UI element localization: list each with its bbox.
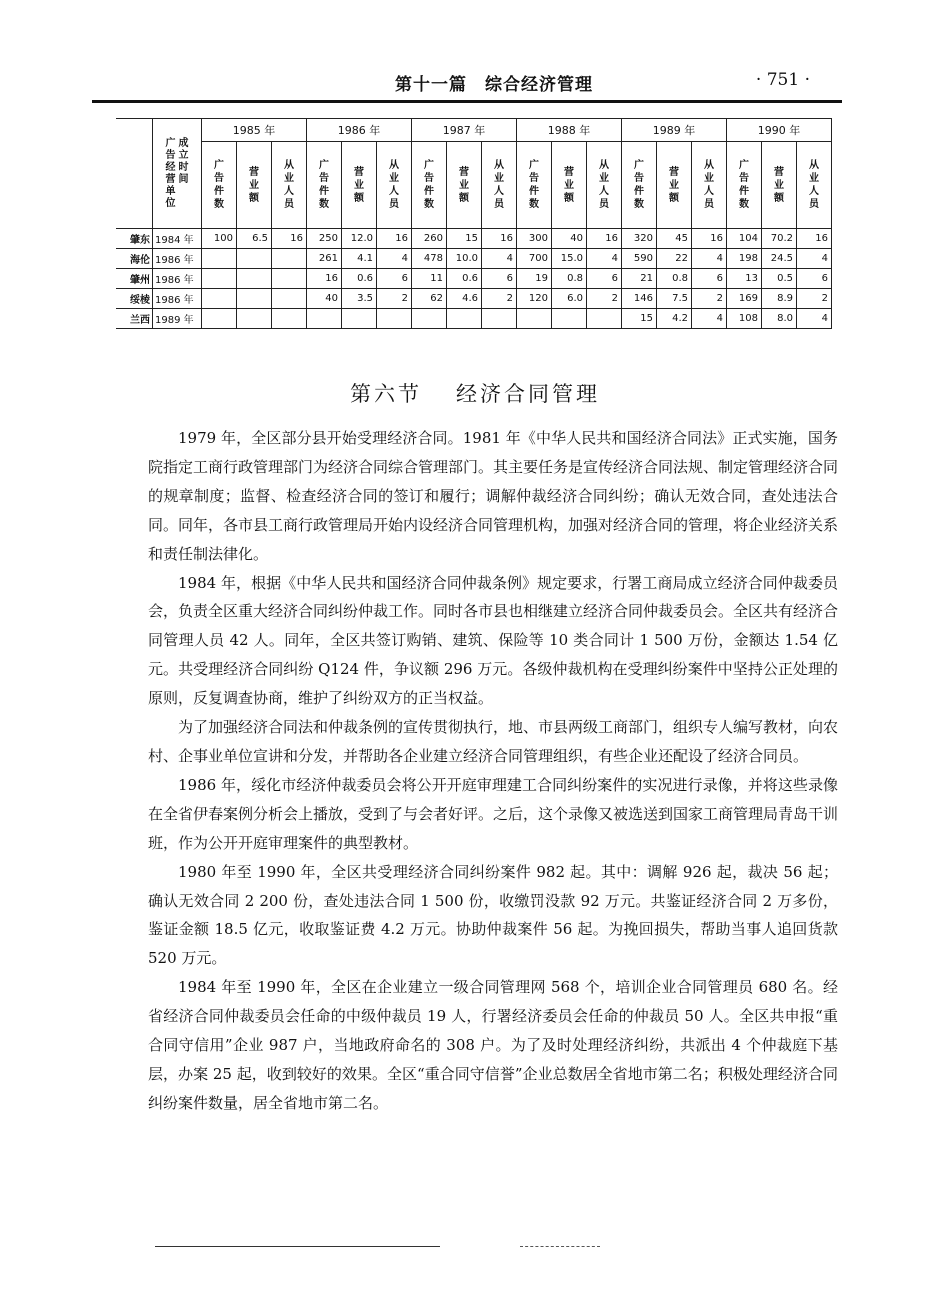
subhead-cell: [377, 142, 412, 229]
table-row: [116, 309, 832, 329]
value-cell: 4: [482, 249, 517, 269]
table-row: [116, 249, 832, 269]
year-header: 1990 年: [727, 119, 832, 142]
subhead-cell: [727, 142, 762, 229]
value-cell: [237, 289, 272, 309]
value-cell: 45: [657, 229, 692, 249]
value-cell: 16: [307, 269, 342, 289]
subhead-cell: [202, 142, 237, 229]
value-cell: 2: [482, 289, 517, 309]
value-cell: 8.9: [762, 289, 797, 309]
value-cell: 478: [412, 249, 447, 269]
value-cell: 108: [727, 309, 762, 329]
year-header: 1988 年: [517, 119, 622, 142]
subhead-cell: [307, 142, 342, 229]
unit-cell: 绥棱: [116, 289, 153, 309]
value-cell: 10.0: [447, 249, 482, 269]
value-cell: [202, 289, 237, 309]
value-cell: 2: [587, 289, 622, 309]
value-cell: 120: [517, 289, 552, 309]
subhead-cell: [412, 142, 447, 229]
subhead-cell: [657, 142, 692, 229]
subhead-cell: [272, 142, 307, 229]
subhead-cell: [237, 142, 272, 229]
value-cell: [587, 309, 622, 329]
subhead-cell: [587, 142, 622, 229]
value-cell: 16: [482, 229, 517, 249]
value-cell: 0.6: [447, 269, 482, 289]
date-cell: 1984 年: [153, 229, 202, 249]
paragraph: 1979 年，全区部分县开始受理经济合同。1981 年《中华人民共和国经济合同法》正式实施，国务院指定工商行政管理部门为经济合同综合管理部门。其主要任务是宣传经济合同法规、制定管理经济合同的规章制度；监督、检查经济合同的签订和履行；调解仲裁经济合同纠纷；确认无效合同，查处违法合同。同年，各市县工商行政管理局开始内设经济合同管理机构，加强对经济合同的管理，将企业经济关系和责任制法律化。: [148, 429, 839, 563]
unit-cell: 兰西: [116, 309, 153, 329]
value-cell: 16: [272, 229, 307, 249]
value-cell: 0.8: [657, 269, 692, 289]
value-cell: 250: [307, 229, 342, 249]
value-cell: 15.0: [552, 249, 587, 269]
value-cell: 40: [552, 229, 587, 249]
table-row: [116, 229, 832, 249]
value-cell: 16: [797, 229, 832, 249]
year-header: 1989 年: [622, 119, 727, 142]
value-cell: [482, 309, 517, 329]
subhead-cell: [692, 142, 727, 229]
section-number: 第六节: [350, 382, 422, 406]
subhead-cell: [622, 142, 657, 229]
subhead-label: 从业人员: [389, 160, 399, 210]
value-cell: 15: [622, 309, 657, 329]
value-cell: 4: [692, 309, 727, 329]
corner-label-date: 成立时间: [178, 137, 189, 185]
value-cell: 24.5: [762, 249, 797, 269]
value-cell: [552, 309, 587, 329]
value-cell: 22: [657, 249, 692, 269]
paragraph: 为了加强经济合同法和仲裁条例的宣传贯彻执行，地、市县两级工商部门，组织专人编写教材，向农村、企事业单位宣讲和分发，并帮助各企业建立经济合同管理组织，有些企业还配设了经济合同员。: [148, 718, 839, 765]
value-cell: 62: [412, 289, 447, 309]
subhead-label: 从业人员: [809, 160, 819, 210]
value-cell: [202, 309, 237, 329]
value-cell: [517, 309, 552, 329]
subhead-cell: [482, 142, 517, 229]
value-cell: [272, 309, 307, 329]
value-cell: 2: [692, 289, 727, 309]
value-cell: 4: [692, 249, 727, 269]
value-cell: 6: [587, 269, 622, 289]
value-cell: 12.0: [342, 229, 377, 249]
paragraph: 1986 年，绥化市经济仲裁委员会将公开开庭审理建工合同纠纷案件的实况进行录像，并将这些录像在全省伊春案例分析会上播放，受到了与会者好评。之后，这个录像又被选送到国家工商管理局青岛干训班，作为公开开庭审理案件的典型教材。: [148, 775, 839, 852]
date-cell: 1986 年: [153, 249, 202, 269]
value-cell: [202, 249, 237, 269]
paragraph: 1980 年至 1990 年，全区共受理经济合同纠纷案件 982 起。其中：调解 926 起，裁决 56 起；确认无效合同 2 200 份，查处违法合同 1 500 份，收缴罚没款 92 万元。共鉴证经济合同 2 万多份，鉴证金额 18.5 亿元，收取鉴证费 4.2 万元。协助仲裁案件 56 起。为挽回损失，帮助当事人追回货款 520 万元。: [148, 862, 838, 968]
paragraph: 1984 年至 1990 年，全区在企业建立一级合同管理网 568 个，培训企业合同管理员 680 名。经省经济合同仲裁委员会任命的中级仲裁员 19 人，行署经济委员会任命的仲裁员 50 人。全区共申报“重合同守信用”企业 987 户，当地政府命名的 308 户。为了及时处理经济纠纷，共派出 4 个仲裁庭下基层，办案 25 起，收到较好的效果。全区“重合同守信誉”企业总数居全省地市第二名；积极处理经济合同纠纷案件数量，居全省地市第二名。: [148, 978, 838, 1112]
value-cell: 6.5: [237, 229, 272, 249]
subhead-label: 从业人员: [284, 160, 294, 210]
value-cell: [272, 249, 307, 269]
page-header: [95, 68, 840, 98]
date-cell: 1986 年: [153, 289, 202, 309]
value-cell: 4: [377, 249, 412, 269]
value-cell: 4.6: [447, 289, 482, 309]
subhead-label: 广告件数: [634, 160, 644, 210]
subhead-label: 广告件数: [214, 160, 224, 210]
subhead-label: 营业额: [249, 166, 259, 204]
value-cell: 11: [412, 269, 447, 289]
value-cell: 4: [797, 249, 832, 269]
subhead-label: 营业额: [354, 166, 364, 204]
subhead-label: 营业额: [564, 166, 574, 204]
subhead-cell: [517, 142, 552, 229]
value-cell: 16: [377, 229, 412, 249]
value-cell: 590: [622, 249, 657, 269]
value-cell: 2: [377, 289, 412, 309]
subhead-label: 广告件数: [739, 160, 749, 210]
table-row: [116, 269, 832, 289]
value-cell: [342, 309, 377, 329]
paragraph: 1984 年，根据《中华人民共和国经济合同仲裁条例》规定要求，行署工商局成立经济合同仲裁委员会，负责全区重大经济合同纠纷仲裁工作。同时各市县也相继建立经济合同仲裁委员会。全区共有经济合同管理人员 42 人。同年，全区共签订购销、建筑、保险等 10 类合同计 1 500 万份，金额达 1.54 亿元。共受理经济合同纠纷 Q124 件，争议额 296 万元。各级仲裁机构在受理纠纷案件中坚持公正处理的原则，反复调查协商，维护了纠纷双方的正当权益。: [148, 573, 839, 708]
value-cell: 19: [517, 269, 552, 289]
subhead-cell: [552, 142, 587, 229]
value-cell: 4.2: [657, 309, 692, 329]
value-cell: 104: [727, 229, 762, 249]
value-cell: 3.5: [342, 289, 377, 309]
value-cell: 40: [307, 289, 342, 309]
value-cell: [377, 309, 412, 329]
value-cell: 6.0: [552, 289, 587, 309]
value-cell: 7.5: [657, 289, 692, 309]
value-cell: 0.8: [552, 269, 587, 289]
value-cell: 8.0: [762, 309, 797, 329]
advertising-stats-table: [116, 118, 832, 329]
date-cell: 1989 年: [153, 309, 202, 329]
value-cell: 6: [482, 269, 517, 289]
value-cell: 100: [202, 229, 237, 249]
value-cell: 169: [727, 289, 762, 309]
value-cell: [307, 309, 342, 329]
value-cell: 6: [797, 269, 832, 289]
value-cell: [412, 309, 447, 329]
header-rule: [92, 100, 842, 103]
value-cell: [202, 269, 237, 289]
table-row: [116, 289, 832, 309]
value-cell: 4: [587, 249, 622, 269]
unit-header-cell: [116, 119, 153, 229]
value-cell: 300: [517, 229, 552, 249]
value-cell: 0.5: [762, 269, 797, 289]
corner-header-cell: [153, 119, 202, 229]
value-cell: [237, 269, 272, 289]
unit-cell: 肇州: [116, 269, 153, 289]
subhead-label: 从业人员: [704, 160, 714, 210]
subhead-cell: [447, 142, 482, 229]
value-cell: 261: [307, 249, 342, 269]
value-cell: 198: [727, 249, 762, 269]
subhead-label: 从业人员: [494, 160, 504, 210]
value-cell: [447, 309, 482, 329]
value-cell: 13: [727, 269, 762, 289]
footer-rule: [155, 1246, 440, 1247]
section-title: [0, 378, 950, 408]
value-cell: [237, 309, 272, 329]
value-cell: [272, 269, 307, 289]
running-title: 第十一篇 综合经济管理: [395, 75, 593, 95]
value-cell: 2: [797, 289, 832, 309]
value-cell: [237, 249, 272, 269]
value-cell: 16: [587, 229, 622, 249]
subhead-label: 营业额: [459, 166, 469, 204]
value-cell: 15: [447, 229, 482, 249]
unit-cell: 海伦: [116, 249, 153, 269]
subhead-label: 营业额: [669, 166, 679, 204]
value-cell: 320: [622, 229, 657, 249]
footer-rule: [520, 1246, 600, 1247]
year-header: 1987 年: [412, 119, 517, 142]
subhead-label: 广告件数: [529, 160, 539, 210]
corner-label-unit: 广告经营单位: [165, 137, 176, 209]
subhead-cell: [762, 142, 797, 229]
unit-cell: 肇东: [116, 229, 153, 249]
page-number: · 751 ·: [755, 70, 810, 90]
value-cell: [272, 289, 307, 309]
subhead-cell: [797, 142, 832, 229]
value-cell: 146: [622, 289, 657, 309]
subhead-label: 广告件数: [319, 160, 329, 210]
value-cell: 6: [377, 269, 412, 289]
subhead-label: 广告件数: [424, 160, 434, 210]
value-cell: 0.6: [342, 269, 377, 289]
value-cell: 700: [517, 249, 552, 269]
value-cell: 6: [692, 269, 727, 289]
section-heading: 经济合同管理: [456, 382, 600, 406]
value-cell: 4: [797, 309, 832, 329]
value-cell: 4.1: [342, 249, 377, 269]
subhead-cell: [342, 142, 377, 229]
body-text: [148, 424, 838, 1118]
value-cell: 260: [412, 229, 447, 249]
date-cell: 1986 年: [153, 269, 202, 289]
year-header: 1985 年: [202, 119, 307, 142]
value-cell: 21: [622, 269, 657, 289]
subhead-label: 从业人员: [599, 160, 609, 210]
value-cell: 16: [692, 229, 727, 249]
value-cell: 70.2: [762, 229, 797, 249]
subhead-label: 营业额: [774, 166, 784, 204]
year-header: 1986 年: [307, 119, 412, 142]
